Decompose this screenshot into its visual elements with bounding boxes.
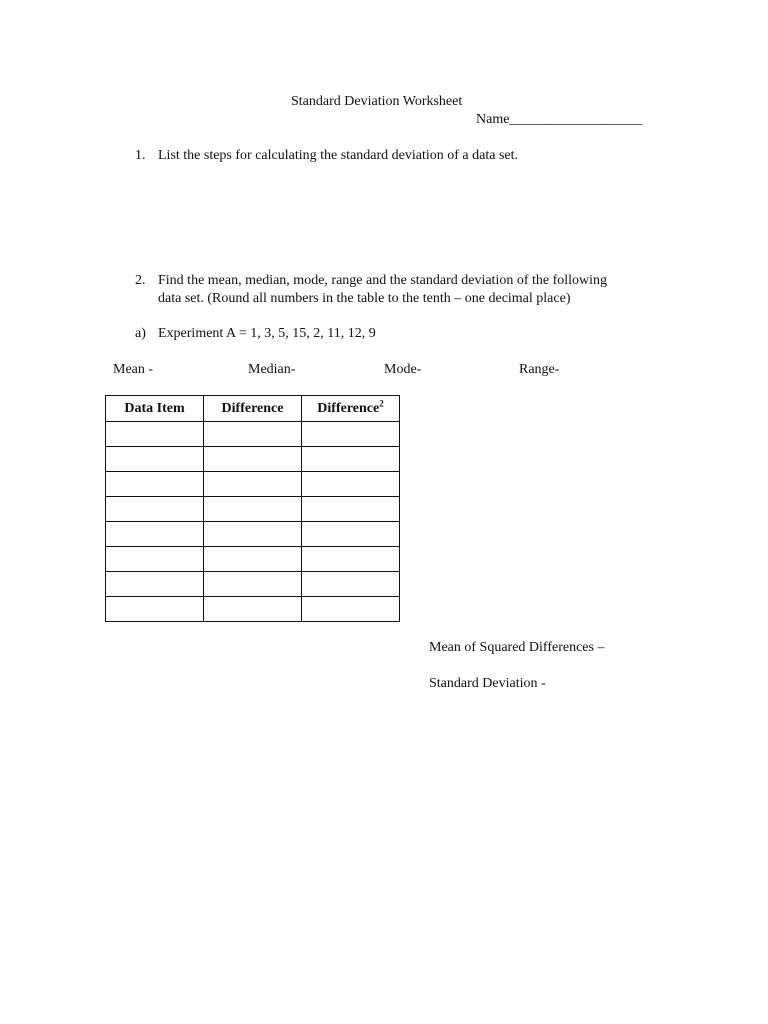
difference-squared-cell[interactable]: [302, 522, 400, 547]
question-2-number: 2.: [135, 273, 146, 288]
difference-cell[interactable]: [204, 472, 302, 497]
table-row: [106, 472, 400, 497]
table-row: [106, 447, 400, 472]
data-item-cell[interactable]: [106, 547, 204, 572]
mean-squared-differences-label: Mean of Squared Differences –: [429, 640, 605, 655]
data-item-cell[interactable]: [106, 572, 204, 597]
mode-label: Mode-: [384, 362, 422, 377]
question-1-text: List the steps for calculating the standard deviation of a data set.: [158, 148, 518, 163]
table-row: [106, 422, 400, 447]
question-2-text-line-2: data set. (Round all numbers in the table to the tenth – one decimal place): [158, 291, 571, 306]
table-row: [106, 522, 400, 547]
table-header-row: [106, 396, 400, 422]
data-item-cell[interactable]: [106, 522, 204, 547]
squared-superscript: 2: [379, 397, 384, 408]
column-header-difference-squared: [302, 396, 400, 422]
difference-squared-cell[interactable]: [302, 497, 400, 522]
difference-table: [105, 395, 400, 622]
range-label: Range-: [519, 362, 560, 377]
data-item-cell[interactable]: [106, 422, 204, 447]
column-header-difference-squared-label: Difference: [317, 400, 380, 416]
difference-squared-cell[interactable]: [302, 572, 400, 597]
difference-cell[interactable]: [204, 547, 302, 572]
worksheet-title: Standard Deviation Worksheet: [291, 94, 463, 109]
difference-squared-cell[interactable]: [302, 447, 400, 472]
data-item-cell[interactable]: [106, 497, 204, 522]
table-row: [106, 497, 400, 522]
table-body: [106, 422, 400, 622]
table-row: [106, 572, 400, 597]
difference-cell[interactable]: [204, 597, 302, 622]
difference-squared-cell[interactable]: [302, 472, 400, 497]
table-row: [106, 597, 400, 622]
question-2-text-line-1: Find the mean, median, mode, range and the standard deviation of the following: [158, 273, 608, 288]
data-item-cell[interactable]: [106, 597, 204, 622]
data-item-cell[interactable]: [106, 472, 204, 497]
data-item-cell[interactable]: [106, 447, 204, 472]
part-a-dataset: Experiment A = 1, 3, 5, 15, 2, 11, 12, 9: [158, 326, 376, 341]
difference-cell[interactable]: [204, 447, 302, 472]
difference-squared-cell[interactable]: [302, 597, 400, 622]
median-label: Median-: [248, 362, 296, 377]
table-row: [106, 547, 400, 572]
difference-cell[interactable]: [204, 572, 302, 597]
difference-cell[interactable]: [204, 497, 302, 522]
column-header-data-item: Data Item: [106, 396, 204, 422]
question-1-number: 1.: [135, 148, 146, 163]
standard-deviation-label: Standard Deviation -: [429, 676, 546, 691]
difference-cell[interactable]: [204, 422, 302, 447]
column-header-difference: Difference: [204, 396, 302, 422]
part-a-letter: a): [135, 326, 146, 341]
name-field-line: Name___________________: [476, 112, 643, 127]
mean-label: Mean -: [113, 362, 154, 377]
difference-squared-cell[interactable]: [302, 422, 400, 447]
difference-cell[interactable]: [204, 522, 302, 547]
difference-squared-cell[interactable]: [302, 547, 400, 572]
